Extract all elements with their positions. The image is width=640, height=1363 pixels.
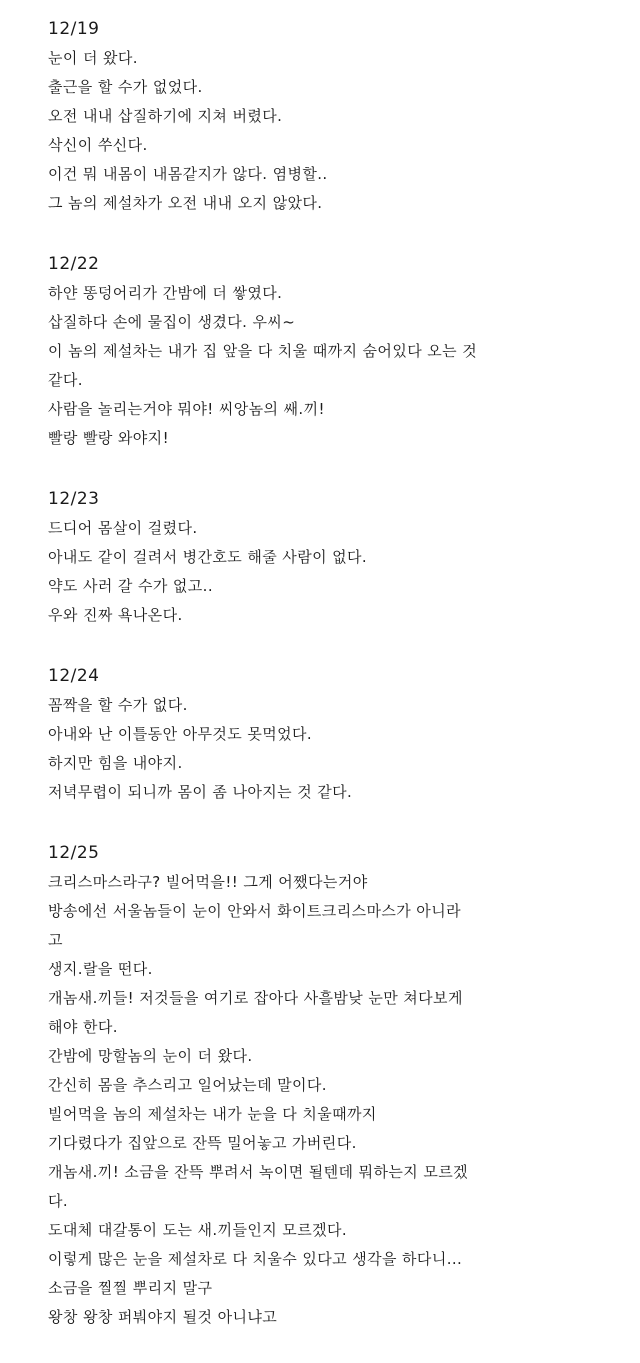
entry-date: 12/19 [48, 19, 100, 39]
entry-text-line: 드디어 몸살이 걸렸다. [48, 519, 198, 537]
entry-text-line: 개놈새.끼! 소금을 잔뜩 뿌려서 녹이면 될텐데 뭐하는지 모르겠 [48, 1163, 469, 1181]
entry-text-line: 이 놈의 제설차는 내가 집 앞을 다 치울 때까지 숨어있다 오는 것 [48, 342, 478, 360]
entry-text-line: 고 [48, 931, 63, 949]
entry-text-line: 출근을 할 수가 없었다. [48, 78, 203, 96]
entry-text-line: 삭신이 쑤신다. [48, 136, 148, 154]
entry-text-line: 해야 한다. [48, 1018, 118, 1036]
entry-text-line: 간신히 몸을 추스리고 일어났는데 말이다. [48, 1076, 327, 1094]
entry-text-line: 기다렸다가 집앞으로 잔뜩 밀어놓고 가버린다. [48, 1134, 357, 1152]
entry-text-line: 꼼짝을 할 수가 없다. [48, 696, 188, 714]
entry-text-line: 삽질하다 손에 물집이 생겼다. 우씨~ [48, 313, 296, 331]
entry-text-line: 아내와 난 이틀동안 아무것도 못먹었다. [48, 725, 313, 743]
entry-text-line: 하얀 똥덩어리가 간밤에 더 쌓였다. [48, 284, 283, 302]
diary-entry [48, 249, 628, 453]
entry-date: 12/25 [48, 843, 100, 863]
entry-text-line: 같다. [48, 371, 83, 389]
entry-text-line: 오전 내내 삽질하기에 지쳐 버렸다. [48, 107, 283, 125]
entry-text-line: 눈이 더 왔다. [48, 49, 138, 67]
entry-text-line: 방송에선 서울놈들이 눈이 안와서 화이트크리스마스가 아니라 [48, 902, 461, 920]
diary-entry [48, 661, 628, 807]
entry-text-line: 도대체 대갈통이 도는 새.끼들인지 모르겠다. [48, 1221, 348, 1239]
diary-content [48, 14, 628, 1363]
entry-date: 12/24 [48, 666, 100, 686]
entry-text-line: 하지만 힘을 내야지. [48, 754, 183, 772]
entry-text-line: 이렇게 많은 눈을 제설차로 다 치울수 있다고 생각을 하다니... [48, 1250, 463, 1268]
diary-entry [48, 838, 628, 1332]
entry-text-line: 다. [48, 1192, 69, 1210]
entry-text-line: 우와 진짜 욕나온다. [48, 606, 183, 624]
diary-entry [48, 14, 628, 218]
entry-text-line: 빌어먹을 놈의 제설차는 내가 눈을 다 치울때까지 [48, 1105, 377, 1123]
entry-text-line: 왕창 왕창 퍼붜야지 될것 아니냐고 [48, 1308, 278, 1326]
entry-text-line: 저녁무렵이 되니까 몸이 좀 나아지는 것 같다. [48, 783, 353, 801]
entry-text-line: 생지.랄을 떤다. [48, 960, 153, 978]
entry-text-line: 빨랑 빨랑 와야지! [48, 429, 169, 447]
entry-text-line: 약도 사러 갈 수가 없고.. [48, 577, 214, 595]
entry-date: 12/22 [48, 254, 100, 274]
entry-text-line: 크리스마스라구? 빌어먹을!! 그게 어쨌다는거야 [48, 873, 368, 891]
entry-text-line: 아내도 같이 걸려서 병간호도 해줄 사람이 없다. [48, 548, 368, 566]
entry-text-line: 이건 뭐 내몸이 내몸같지가 않다. 염병할.. [48, 165, 328, 183]
entry-text-line: 간밤에 망할놈의 눈이 더 왔다. [48, 1047, 253, 1065]
entry-date: 12/23 [48, 489, 100, 509]
diary-entry [48, 484, 628, 630]
entry-text-line: 사람을 놀리는거야 뭐야! 씨앙놈의 쌔.끼! [48, 400, 325, 418]
entry-text-line: 개놈새.끼들! 저것들을 여기로 잡아다 사흘밤낮 눈만 쳐다보게 [48, 989, 463, 1007]
entry-text-line: 소금을 찔찔 뿌리지 말구 [48, 1279, 213, 1297]
entry-text-line: 그 놈의 제설차가 오전 내내 오지 않았다. [48, 194, 323, 212]
